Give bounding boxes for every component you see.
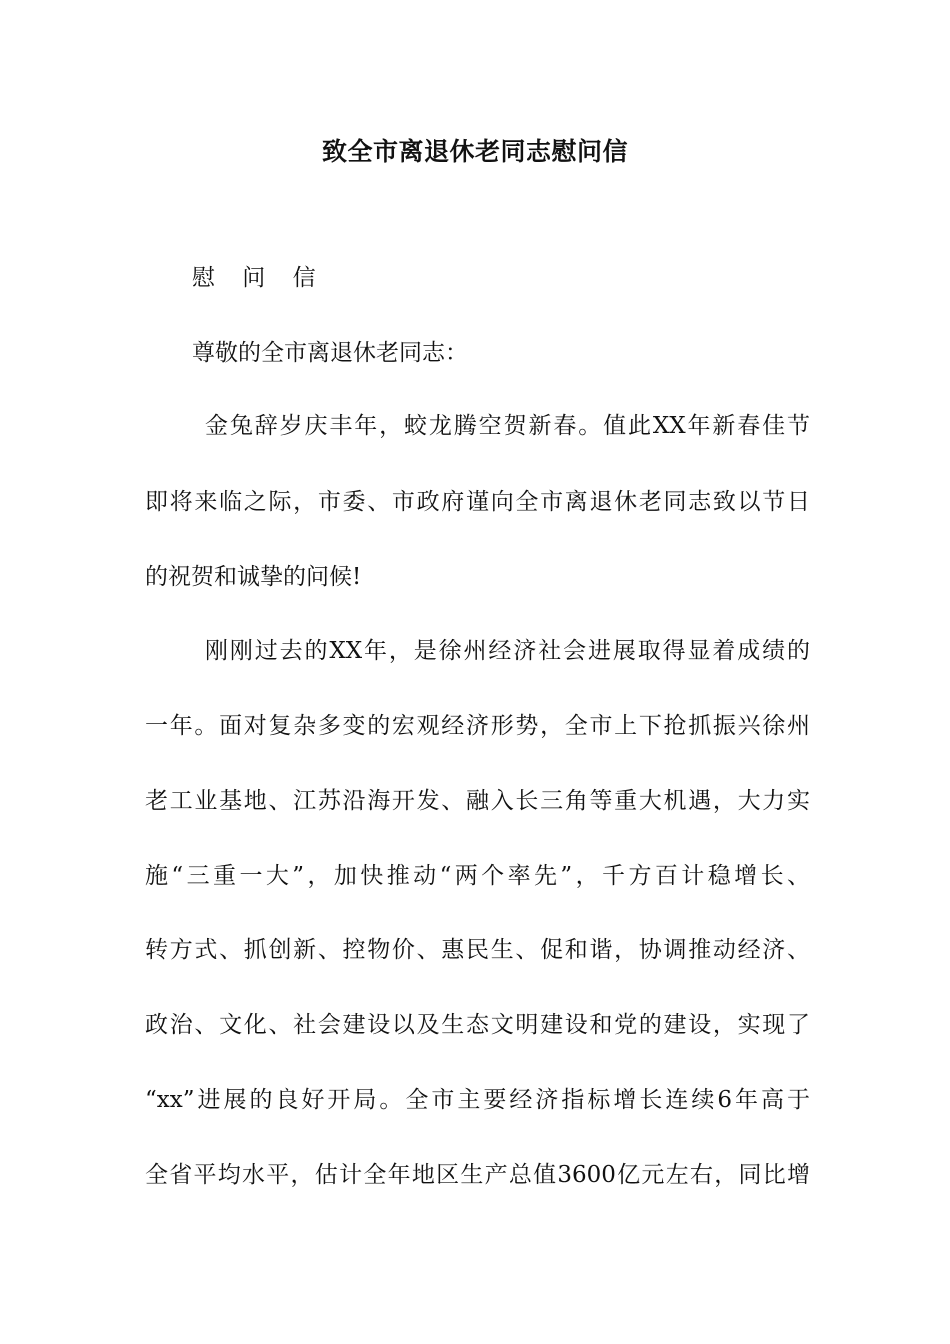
paragraph2-line-4: 施“三重一大”，加快推动“两个率先”，千方百计稳增长、 [145,863,810,889]
paragraph2-line-5: 转方式、抓创新、控物价、惠民生、促和谐，协调推动经济、 [145,937,810,963]
paragraph2-line-7: “xx”进展的良好开局。全市主要经济指标增长连续6年高于 [145,1087,810,1113]
paragraph2-line-6: 政治、文化、社会建设以及生态文明建设和党的建设，实现了 [145,1012,810,1038]
salutation: 尊敬的全市离退休老同志： [192,340,468,366]
paragraph2-line-8: 全省平均水平，估计全年地区生产总值3600亿元左右，同比增 [145,1162,810,1188]
document-title: 致全市离退休老同志慰问信 [321,137,628,166]
paragraph2-line-3: 老工业基地、江苏沿海开发、融入长三角等重大机遇，大力实 [145,788,810,814]
paragraph1-line-3: 的祝贺和诚挚的问候! [145,564,362,590]
paragraph1-line-2: 即将来临之际，市委、市政府谨向全市离退休老同志致以节日 [145,489,810,515]
paragraph1-line-1: 金兔辞岁庆丰年，蛟龙腾空贺新春。值此XX年新春佳节 [205,413,810,439]
paragraph2-line-2: 一年。面对复杂多变的宏观经济形势，全市上下抢抓振兴徐州 [145,713,810,739]
letter-heading: 慰 问 信 [192,265,326,291]
paragraph2-line-1: 刚刚过去的XX年，是徐州经济社会进展取得显着成绩的 [205,638,810,664]
